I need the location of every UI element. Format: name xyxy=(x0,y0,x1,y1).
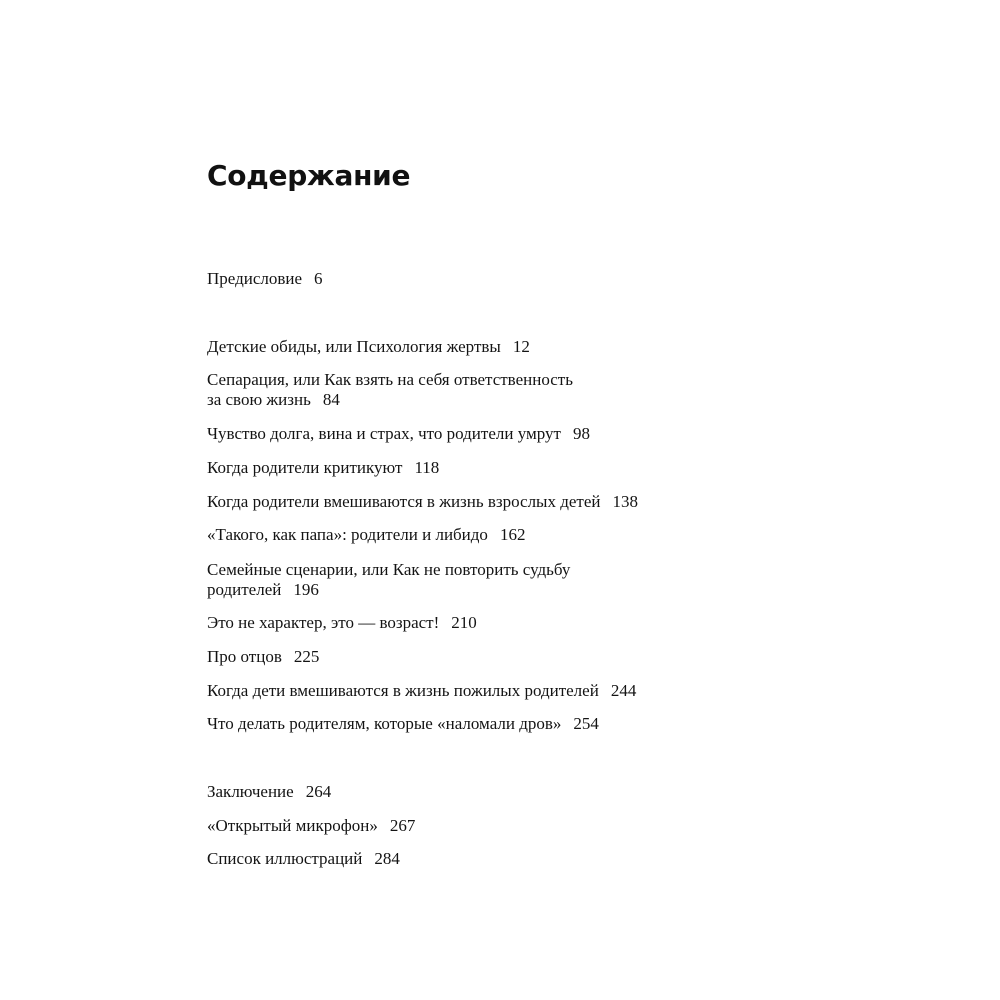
toc-entry-page-number: 12 xyxy=(512,337,530,356)
toc-entry-title: Детские обиды, или Психология жертвы xyxy=(207,337,501,356)
toc-entry-page-number: 267 xyxy=(389,816,416,835)
toc-entry-chapter-10 xyxy=(207,681,807,701)
toc-entry-title: Список иллюстраций xyxy=(207,849,363,868)
toc-entry-title: Что делать родителям, которые «наломали дров» xyxy=(207,714,562,733)
toc-entry-chapter-7 xyxy=(207,560,807,600)
toc-entry-chapter-3 xyxy=(207,424,807,444)
toc-entry-title: «Открытый микрофон» xyxy=(207,816,378,835)
toc-entry-title: Когда дети вмешиваются в жизнь пожилых родителей xyxy=(207,681,599,700)
toc-entry-page-number: 210 xyxy=(451,613,477,632)
toc-entry-title: «Такого, как папа»: родители и либидо xyxy=(207,525,488,544)
toc-entry-page-number: 6 xyxy=(314,269,323,288)
toc-entry-preface xyxy=(207,269,807,289)
toc-entry-title: Семейные сценарии, или Как не повторить судьбу родителей xyxy=(207,560,571,599)
toc-entry-title: Предисловие xyxy=(207,269,303,288)
page-title: Содержание xyxy=(207,159,411,192)
toc-entry-chapter-6 xyxy=(207,525,807,545)
toc-entry-chapter-8 xyxy=(207,613,807,633)
toc-entry-page-number: 138 xyxy=(612,492,638,511)
toc-entry-page-number: 98 xyxy=(572,424,590,443)
toc-entry-page-number: 284 xyxy=(374,849,400,868)
toc-entry-page-number: 162 xyxy=(499,525,526,544)
toc-entry-title: Сепарация, или Как взять на себя ответственность за свою жизнь xyxy=(207,370,573,409)
toc-entry-title: Когда родители вмешиваются в жизнь взрослых детей xyxy=(207,492,601,511)
toc-entry-title: Чувство долга, вина и страх, что родители умрут xyxy=(207,424,561,443)
toc-entry-illustrations-list xyxy=(207,849,807,869)
toc-entry-chapter-4 xyxy=(207,458,807,478)
toc-entry-title: Это не характер, это — возраст! xyxy=(207,613,440,632)
toc-entry-chapter-1 xyxy=(207,337,807,357)
toc-entry-open-microphone xyxy=(207,816,807,836)
toc-entry-chapter-5 xyxy=(207,492,807,512)
toc-entry-page-number: 196 xyxy=(293,580,319,599)
toc-entry-title: Про отцов xyxy=(207,647,282,666)
toc-entry-page-number: 254 xyxy=(573,714,599,733)
toc-entry-chapter-11 xyxy=(207,714,807,734)
toc-entry-chapter-9 xyxy=(207,647,807,667)
toc-entry-page-number: 84 xyxy=(322,390,340,409)
toc-entry-page-number: 264 xyxy=(305,782,332,801)
toc-entry-title: Заключение xyxy=(207,782,294,801)
toc-entry-page-number: 225 xyxy=(293,647,320,666)
toc-entry-chapter-2 xyxy=(207,370,807,410)
toc-entry-page-number: 244 xyxy=(610,681,637,700)
toc-entry-title: Когда родители критикуют xyxy=(207,458,403,477)
toc-entry-conclusion xyxy=(207,782,807,802)
toc-entry-page-number: 118 xyxy=(414,458,440,477)
